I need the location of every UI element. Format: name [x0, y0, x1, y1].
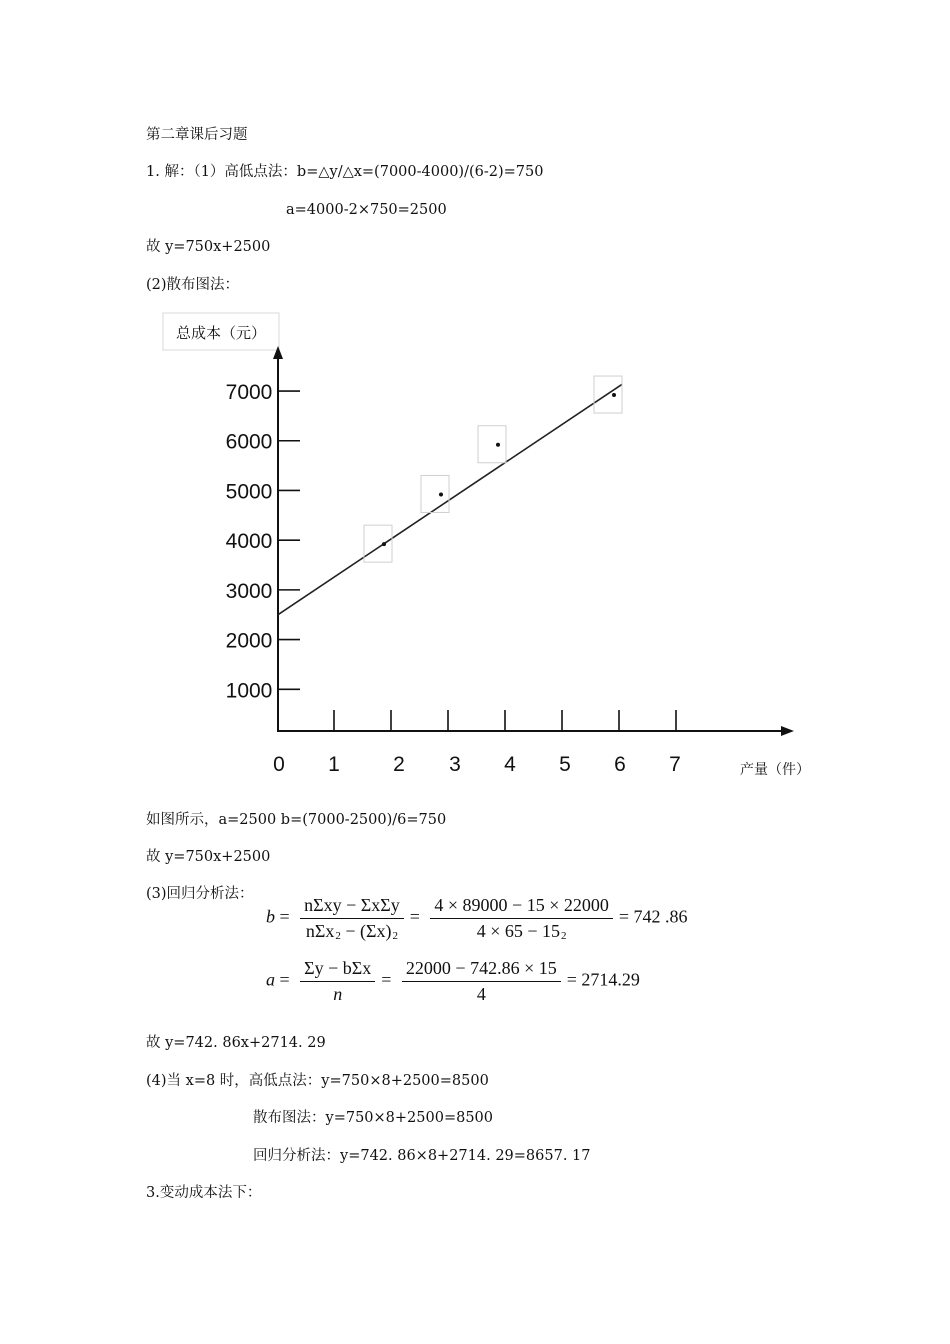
scatter-chart [0, 300, 950, 800]
regression-heading: (3)回归分析法： [146, 886, 254, 902]
x-axis-label: 产量（件） [740, 762, 810, 778]
page-heading: 第二章课后习题 [146, 127, 248, 143]
y-tick-label: 7000 [225, 381, 273, 405]
y-axis-label: 总成本（元） [175, 324, 267, 342]
y-tick-label: 3000 [225, 579, 273, 603]
y-tick-label: 1000 [225, 679, 273, 703]
y-tick-label: 5000 [225, 480, 273, 504]
x-tick-label: 6 [614, 753, 626, 776]
formula-b: b = $\frac{\text{nΣxy − ΣxΣy}}{n\Sigma x^2 - (\Sigma x)^2}$ = $\frac{4 \times 89000 - 15 \times 22000}{4 \times 65 - 15^2}$ = 742 .86 [266, 895, 688, 942]
y-tick-label: 4000 [225, 530, 273, 554]
formula-b-frac2 [430, 895, 612, 942]
data-point-box [478, 426, 506, 463]
formula-b-den2: $4 \times 65 - 15^2$ [476, 921, 567, 942]
q1-high-low-b: 1. 解：（1）高低点法：b=△y/△x=(7000-4000)/(6-2)=750 [146, 164, 544, 180]
scatter-result-params: 如图所示，a=2500 b=(7000-2500)/6=750 [146, 812, 447, 828]
formula-b-frac1 [300, 895, 404, 942]
formula-b-result: 742 .86 [633, 906, 688, 927]
y-axis-arrow [273, 346, 283, 359]
x-tick-label: 4 [504, 753, 516, 776]
formula-b-num1: nΣxy − ΣxΣy [300, 895, 404, 919]
data-point [382, 542, 386, 546]
x-axis-arrow [781, 726, 794, 736]
formula-b-num2: 4 × 89000 − 15 × 22000 [430, 895, 612, 919]
scatter-result-eq: 故 y=750x+2500 [146, 849, 271, 865]
q1-scatter-heading: (2)散布图法： [146, 277, 240, 293]
formula-a-num2: 22000 − 742.86 × 15 [402, 958, 561, 982]
formula-a-den1: n [333, 984, 343, 1004]
formula-b-den1: $n\Sigma x^2 - (\Sigma x)^2$ [305, 921, 398, 942]
q4-regression: 回归分析法：y=742. 86×8+2714. 29=8657. 17 [253, 1148, 591, 1164]
x-tick-label: 2 [393, 753, 405, 776]
data-point [496, 443, 500, 447]
x-tick-label: 7 [669, 753, 681, 776]
x-tick-label: 1 [328, 753, 340, 776]
x-tick-label: 5 [559, 753, 571, 776]
data-point-box [421, 475, 449, 512]
data-point [439, 492, 443, 496]
formula-a: a = $\frac{\text{Σy − bΣx}}{n}$ = $\frac{22000 - 742.86 \times 15}{4}$ = 2714.29 [266, 958, 640, 1004]
y-tick-label: 2000 [225, 629, 273, 653]
formula-a-num1: Σy − bΣx [300, 958, 375, 982]
y-tick-label: 6000 [225, 430, 273, 454]
formula-a-result: 2714.29 [581, 969, 640, 990]
data-point [612, 393, 616, 397]
formula-a-frac2 [402, 958, 561, 1005]
formula-a-lhs: a [266, 969, 275, 990]
formula-b-lhs: b [266, 906, 275, 927]
x-tick-label: 3 [449, 753, 461, 776]
q1-high-low-result: 故 y=750x+2500 [146, 239, 271, 255]
formula-a-den2: 4 [476, 984, 486, 1004]
data-point-box [364, 525, 392, 562]
q1-high-low-a: a=4000-2×750=2500 [286, 202, 447, 218]
regression-result: 故 y=742. 86x+2714. 29 [146, 1035, 326, 1051]
q4-scatter: 散布图法：y=750×8+2500=8500 [253, 1110, 493, 1126]
x-tick-label: 0 [273, 753, 285, 776]
formula-a-frac1 [300, 958, 375, 1005]
q3-variable-costing-heading: 3.变动成本法下： [146, 1185, 262, 1201]
fit-line [278, 384, 622, 615]
q4-high-low: (4)当 x=8 时，高低点法：y=750×8+2500=8500 [146, 1073, 489, 1089]
